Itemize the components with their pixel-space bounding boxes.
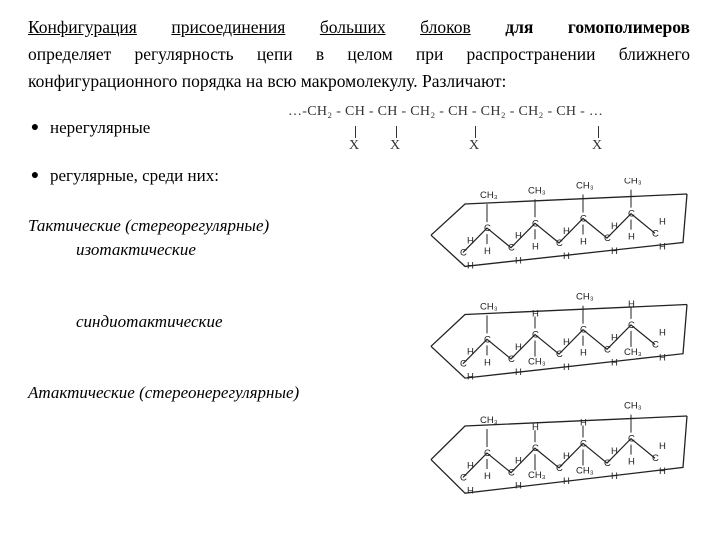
hydrogen-label: H <box>515 230 522 242</box>
carbon-label: C <box>532 218 539 230</box>
carbon-label: C <box>628 433 635 445</box>
plane-edge <box>431 194 687 235</box>
carbon-label: C <box>604 344 611 356</box>
tactic-heading: Тактические (стереорегулярные) <box>28 216 270 235</box>
methyl-label: CH₃ <box>528 185 546 197</box>
hydrogen-label: H <box>580 236 587 248</box>
hydrogen-label: H <box>467 260 474 272</box>
carbon-label: C <box>460 247 467 259</box>
hydrogen-label: H <box>580 347 587 359</box>
bond-line <box>598 126 599 138</box>
substituent-x: X <box>349 138 360 153</box>
plane-edge <box>431 416 687 493</box>
chain-formula <box>288 102 688 158</box>
hydrogen-label: H <box>484 246 491 258</box>
carbon-label: C <box>460 358 467 370</box>
carbon-label: C <box>484 334 491 346</box>
bond-line <box>475 126 476 138</box>
intro-line-2: определяет регулярность цепи в целом при распространении ближнего <box>28 44 690 64</box>
word-homopolymers: гомополимеров <box>567 17 690 37</box>
hydrogen-label: H <box>563 337 570 349</box>
bond-line <box>396 126 397 138</box>
bullet-irregular-label: нерегулярные <box>50 118 151 137</box>
word-attachment: присоединения <box>171 17 286 37</box>
hydrogen-label: H <box>563 475 570 487</box>
carbon-label: C <box>532 329 539 341</box>
hydrogen-label: H <box>467 485 474 497</box>
substituent-x: X <box>469 138 480 153</box>
bullet-regular-label: регулярные, среди них: <box>50 166 219 185</box>
plane-edge <box>431 194 687 266</box>
hydrogen-label: H <box>611 332 618 344</box>
hydrogen-label: H <box>467 460 474 472</box>
plane-edge <box>431 305 687 379</box>
carbon-label: C <box>628 208 635 220</box>
substituent-x: X <box>592 138 603 153</box>
carbon-label: C <box>652 453 659 465</box>
carbon-label: C <box>508 242 515 254</box>
word-configuration: Конфигурация <box>28 17 137 37</box>
carbon-label: C <box>556 237 563 249</box>
hydrogen-label: H <box>659 327 666 339</box>
methyl-label: CH₃ <box>528 470 546 482</box>
methyl-label: CH₃ <box>480 415 498 427</box>
carbon-label: C <box>508 353 515 365</box>
syndiotactic-label: синдиотактические <box>76 312 223 331</box>
isotactic-diagram <box>425 178 693 282</box>
carbon-label: C <box>652 228 659 240</box>
hydrogen-label: H <box>563 225 570 237</box>
hydrogen-label: H <box>628 298 635 310</box>
chain-formula-text: …-CH₂ - CH - CH - CH₂ - CH - CH₂ - CH₂ - CH - … <box>288 104 604 119</box>
bond-line <box>355 126 356 138</box>
bullet-icon: ● <box>30 120 40 135</box>
methyl-label: CH₃ <box>480 301 498 313</box>
syndiotactic-diagram <box>425 288 693 394</box>
substituent-x: X <box>390 138 401 153</box>
carbon-label: C <box>652 339 659 351</box>
hydrogen-label: H <box>580 417 587 429</box>
bullet-regular <box>28 166 219 186</box>
hydrogen-label: H <box>611 221 618 233</box>
hydrogen-label: H <box>611 246 618 258</box>
intro-line-3: конфигурационного порядка на всю макромолекулу. Различают: <box>28 71 507 91</box>
word-for: для <box>505 17 534 37</box>
hydrogen-label: H <box>659 216 666 228</box>
hydrogen-label: H <box>532 422 539 434</box>
hydrogen-label: H <box>484 471 491 483</box>
hydrogen-label: H <box>467 371 474 383</box>
carbon-label: C <box>484 223 491 235</box>
carbon-label: C <box>580 324 587 336</box>
carbon-label: C <box>628 319 635 331</box>
intro-line-1 <box>28 14 690 41</box>
hydrogen-label: H <box>515 366 522 378</box>
carbon-label: C <box>532 443 539 455</box>
hydrogen-label: H <box>532 241 539 253</box>
methyl-label: CH₃ <box>480 190 498 202</box>
word-blocks: блоков <box>420 17 471 37</box>
hydrogen-label: H <box>515 341 522 353</box>
hydrogen-label: H <box>611 446 618 458</box>
bullet-icon: ● <box>30 168 40 183</box>
hydrogen-label: H <box>515 455 522 467</box>
hydrogen-label: H <box>611 471 618 483</box>
carbon-label: C <box>604 458 611 470</box>
hydrogen-label: H <box>659 352 666 364</box>
hydrogen-label: H <box>628 456 635 468</box>
atactic-diagram <box>425 398 693 510</box>
methyl-label: CH₃ <box>576 291 594 303</box>
hydrogen-label: H <box>484 357 491 369</box>
word-large: больших <box>319 17 386 37</box>
carbon-label: C <box>556 349 563 361</box>
hydrogen-label: H <box>659 466 666 478</box>
methyl-label: CH₃ <box>624 400 642 412</box>
intro-paragraph <box>28 14 690 95</box>
hydrogen-label: H <box>515 480 522 492</box>
carbon-label: C <box>580 213 587 225</box>
methyl-label: CH₃ <box>624 346 642 358</box>
hydrogen-label: H <box>659 441 666 453</box>
bullet-irregular <box>28 118 150 138</box>
atactic-heading: Атактические (стереонерегулярные) <box>28 383 300 402</box>
carbon-label: C <box>484 448 491 460</box>
hydrogen-label: H <box>628 231 635 243</box>
carbon-label: C <box>460 472 467 484</box>
carbon-label: C <box>556 462 563 474</box>
hydrogen-label: H <box>563 250 570 262</box>
isotactic-label: изотактические <box>76 240 196 259</box>
carbon-label: C <box>580 438 587 450</box>
hydrogen-label: H <box>659 241 666 253</box>
hydrogen-label: H <box>467 235 474 247</box>
hydrogen-label: H <box>563 362 570 374</box>
carbon-label: C <box>604 233 611 245</box>
methyl-label: CH₃ <box>576 180 594 192</box>
hydrogen-label: H <box>515 255 522 267</box>
hydrogen-label: H <box>563 450 570 462</box>
methyl-label: CH₃ <box>624 178 642 187</box>
hydrogen-label: H <box>467 346 474 358</box>
hydrogen-label: H <box>611 357 618 369</box>
methyl-label: CH₃ <box>528 356 546 368</box>
carbon-label: C <box>508 467 515 479</box>
methyl-label: CH₃ <box>576 465 594 477</box>
hydrogen-label: H <box>532 308 539 320</box>
